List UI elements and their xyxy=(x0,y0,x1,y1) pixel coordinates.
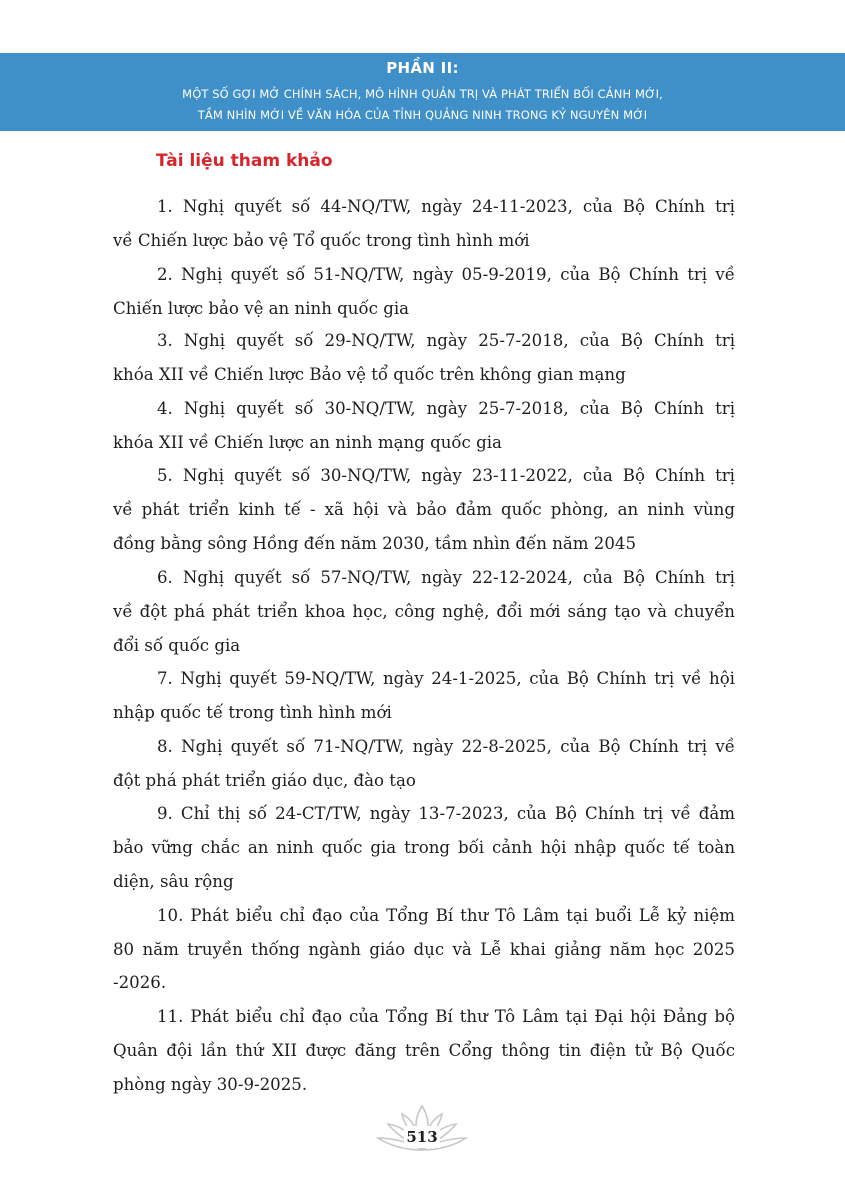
reference-item-10-line-1: 10. Phát biểu chỉ đạo của Tổng Bí thư Tô Lâm tại buổi Lễ kỷ niệm xyxy=(157,906,735,925)
reference-item-9-line-2: bảo vững chắc an ninh quốc gia trong bối cảnh hội nhập quốc tế toàn xyxy=(113,838,735,857)
reference-item-6-line-2: về đột phá phát triển khoa học, công nghệ, đổi mới sáng tạo và chuyển xyxy=(113,602,735,621)
reference-item-11-line-1: 11. Phát biểu chỉ đạo của Tổng Bí thư Tô Lâm tại Đại hội Đảng bộ xyxy=(157,1007,735,1026)
reference-item-4-line-2: khóa XII về Chiến lược an ninh mạng quốc gia xyxy=(113,433,502,452)
reference-item-5-line-2: về phát triển kinh tế - xã hội và bảo đảm quốc phòng, an ninh vùng xyxy=(113,500,735,519)
reference-item-7-line-2: nhập quốc tế trong tình hình mới xyxy=(113,703,392,722)
reference-item-8-line-1: 8. Nghị quyết số 71-NQ/TW, ngày 22-8-2025, của Bộ Chính trị về xyxy=(157,737,735,756)
reference-item-5-line-3: đồng bằng sông Hồng đến năm 2030, tầm nhìn đến năm 2045 xyxy=(113,534,637,553)
reference-item-8-line-2: đột phá phát triển giáo dục, đào tạo xyxy=(113,771,416,790)
reference-item-1-line-2: về Chiến lược bảo vệ Tổ quốc trong tình hình mới xyxy=(113,231,530,250)
page-footer xyxy=(372,1102,472,1162)
page-number: 513 xyxy=(406,1128,438,1146)
reference-item-2-line-2: Chiến lược bảo vệ an ninh quốc gia xyxy=(113,299,410,318)
reference-item-9-line-1: 9. Chỉ thị số 24-CT/TW, ngày 13-7-2023, của Bộ Chính trị về đảm xyxy=(157,804,735,823)
reference-item-7-line-1: 7. Nghị quyết 59-NQ/TW, ngày 24-1-2025, của Bộ Chính trị về hội xyxy=(157,669,735,688)
reference-item-3-line-1: 3. Nghị quyết số 29-NQ/TW, ngày 25-7-2018, của Bộ Chính trị xyxy=(157,331,735,350)
reference-item-9-line-3: diện, sâu rộng xyxy=(113,872,234,891)
chapter-subtitle-line-1: MỘT SỐ GỢI MỞ CHÍNH SÁCH, MÔ HÌNH QUẢN TRỊ VÀ PHÁT TRIỂN BỐI CẢNH MỚI, xyxy=(182,87,663,101)
reference-item-5-line-1: 5. Nghị quyết số 30-NQ/TW, ngày 23-11-2022, của Bộ Chính trị xyxy=(157,466,735,485)
reference-item-4-line-1: 4. Nghị quyết số 30-NQ/TW, ngày 25-7-2018, của Bộ Chính trị xyxy=(157,399,735,418)
chapter-header-band xyxy=(0,53,845,131)
section-title: Tài liệu tham khảo xyxy=(156,151,333,171)
reference-item-6-line-1: 6. Nghị quyết số 57-NQ/TW, ngày 22-12-2024, của Bộ Chính trị xyxy=(157,568,735,587)
reference-item-11-line-3: phòng ngày 30-9-2025. xyxy=(113,1075,308,1094)
reference-item-11-line-2: Quân đội lần thứ XII được đăng trên Cổng thông tin điện tử Bộ Quốc xyxy=(113,1041,735,1060)
reference-item-1-line-1: 1. Nghị quyết số 44-NQ/TW, ngày 24-11-2023, của Bộ Chính trị xyxy=(157,197,735,216)
chapter-part-label: PHẦN II: xyxy=(386,59,459,77)
chapter-subtitle-line-2: TẦM NHÌN MỚI VỀ VĂN HÓA CỦA TỈNH QUẢNG NINH TRONG KỶ NGUYÊN MỚI xyxy=(197,108,648,122)
reference-item-10-line-3: -2026. xyxy=(113,973,167,992)
reference-item-10-line-2: 80 năm truyền thống ngành giáo dục và Lễ khai giảng năm học 2025 xyxy=(113,940,735,959)
reference-item-3-line-2: khóa XII về Chiến lược Bảo vệ tổ quốc trên không gian mạng xyxy=(113,365,626,384)
reference-item-2-line-1: 2. Nghị quyết số 51-NQ/TW, ngày 05-9-2019, của Bộ Chính trị về xyxy=(157,265,735,284)
reference-item-6-line-3: đổi số quốc gia xyxy=(113,636,241,655)
